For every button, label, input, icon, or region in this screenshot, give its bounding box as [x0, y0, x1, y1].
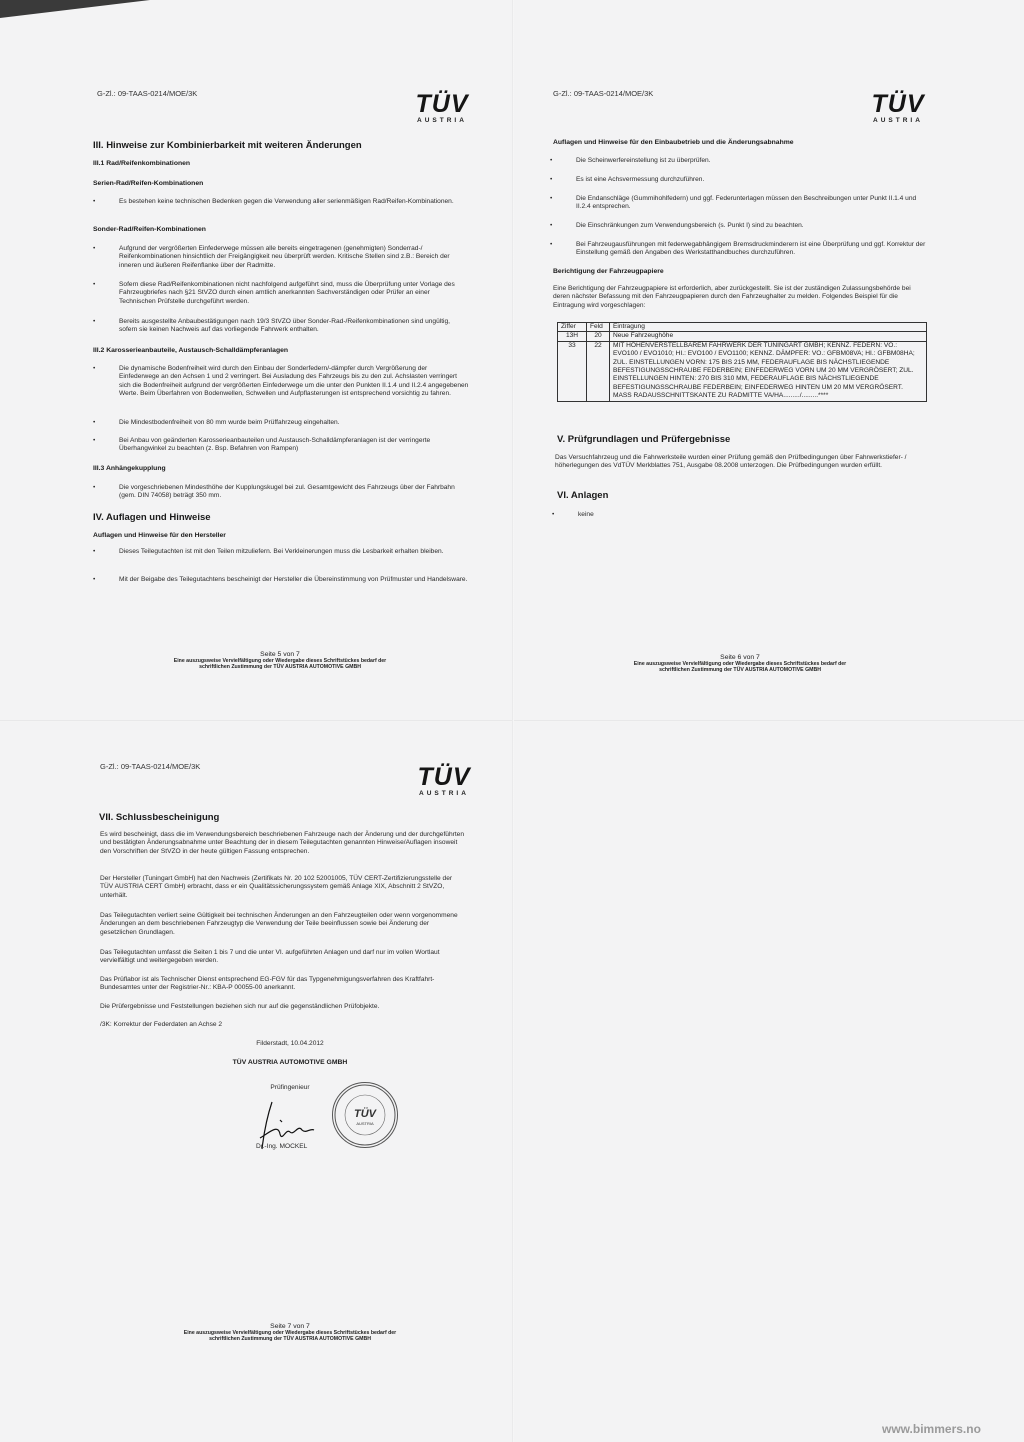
- page-footer: [140, 651, 420, 670]
- fold-line-vertical: [512, 0, 514, 1442]
- list-item: • Die dynamische Bodenfreiheit wird durch den Einbau der Sonderfedern/-dämpfer durch Vergrößerung der Einfederwege an den Achsen 1 und 2 verringert. Bei Ausladung des Fahrzeugs bis zu den zul. Achslasten verringert sich die Bodenfreiheit aufgrund der vergrößerten Einfederwege um die unter den Punkten II.1.4 und II.2.4 angegebenen Werte. Beim Überfahren von Bodenwellen, Schwellen und Aufpflasterungen ist entsprechend vorsichtig zu fahren.: [119, 365, 469, 399]
- tuv-logo: [412, 92, 472, 124]
- table-cell: 33: [558, 341, 587, 401]
- tuv-logo: [414, 765, 474, 797]
- footnote: schriftlichen Zustimmung der TÜV AUSTRIA AUTOMOTIVE GMBH: [209, 1336, 371, 1342]
- table-cell: Neue Fahrzeughöhe: [610, 332, 927, 341]
- table-header: Ziffer: [558, 323, 587, 332]
- page-footer: [600, 654, 880, 673]
- list-item: • keine: [578, 511, 778, 519]
- subsection-heading: Auflagen und Hinweise für den Hersteller: [93, 532, 226, 539]
- paragraph: Das Versuchfahrzeug und die Fahrwerksteile wurden einer Prüfung gemäß den Prüfbedingungen über Fahrwerkstiefer- / höherlegungen des VdTÜV Merkblattes 751, Ausgabe 08.2008 unterzogen. Die Prüfbedingungen wurden erfüllt.: [555, 454, 907, 470]
- logo-sub: AUSTRIA: [417, 117, 467, 124]
- footnote: Eine auszugsweise Vervielfältigung oder Wiedergabe dieses Schriftstückes bedarf der: [633, 661, 847, 667]
- page-number: Seite 6 von 7: [720, 654, 760, 661]
- table-row: [558, 332, 927, 341]
- logo-brand: TÜV: [415, 90, 469, 118]
- site-watermark: www.bimmers.no: [882, 1422, 981, 1436]
- table-header-row: [558, 323, 927, 332]
- svg-text:TÜV: TÜV: [354, 1108, 376, 1120]
- list-item: • Die Endanschläge (Gummihohlfedern) und ggf. Federunterlagen müssen den Beschreibungen unter Punkt II.1.4 und II.2.4 entsprechen.: [576, 195, 926, 212]
- table-cell: MIT HÖHENVERSTELLBAREM FAHRWERK DER TUNINGART GMBH; KENNZ. FEDERN: VO.: EVO100 / EVO1010; HI.: EVO100 / EVO1100; KENNZ. DÄMPFER: VO.: GFBM08VA; HI.: GFBM08HA; ZUL. EINSTELLUNGEN VORN: 175 BIS 215 MM, FEDERAUFLAGE BIS NÄCHSTLIEGENDE BEFESTIGUNGSSCHRAUBE FEDERBEIN; EINFEDERWEG VORN UM 20 MM VERGRÖSERT; ZUL. EINSTELLUNGEN HINTEN: 270 BIS 310 MM, FEDERAUFLAGE BIS NÄCHSTLIEGENDE BEFESTIGUNGSSCHRAUBE FEDERBEIN; EINFEDERWEG HINTEN UM 20 MM VERGRÖSERT. MASS RADAUSSCHNITTSKANTE ZU RADMITTE VA/HA........./.........****: [610, 341, 927, 401]
- registration-table: [557, 322, 927, 402]
- list-item: • Bereits ausgestellte Anbaubestätigungen nach 19/3 StVZO über Sonder-Rad-/Reifenkombinationen sind ungültig, sofern sie keinen Nachweis auf das vorliegende Fahrwerk enthalten.: [119, 318, 464, 335]
- list-item: • Bei Anbau von geänderten Karosserieanbauteilen und Austausch-Schalldämpferanlagen ist der verringerte Überhangwinkel zu beachten (z. Bsp. Befahren von Rampen): [119, 437, 464, 454]
- table-cell: 22: [587, 341, 610, 401]
- list-item: • Aufgrund der vergrößerten Einfederwege müssen alle bereits eingetragenen (genehmigten) Sonderrad-/ Reifenkombinationen hinsichtlich der Freigängigkeit neu überprüft werden. Kritische Stellen sind z.B.: Bereich der inneren und äußeren Reifenflanke über der Radmitte.: [119, 245, 464, 270]
- section-heading: V. Prüfgrundlagen und Prüfergebnisse: [557, 434, 731, 445]
- footnote: schriftlichen Zustimmung der TÜV AUSTRIA AUTOMOTIVE GMBH: [659, 667, 821, 673]
- page-number: Seite 7 von 7: [270, 1323, 310, 1330]
- reference-number: G-Zl.: 09-TAAS-0214/MOE/3K: [97, 89, 198, 98]
- list-item: • Die Einschränkungen zum Verwendungsbereich (s. Punkt I) sind zu beachten.: [576, 222, 921, 230]
- list-item: • Dieses Teilegutachten ist mit den Teilen mitzuliefern. Bei Verkleinerungen muss die Lesbarkeit erhalten bleiben.: [119, 548, 464, 556]
- list-item: • Die vorgeschriebenen Mindesthöhe der Kupplungskugel bei zul. Gesamtgewicht des Fahrzeugs über der Fahrbahn (gem. DIN 74058) beträgt 350 mm.: [119, 484, 464, 501]
- section-heading: III. Hinweise zur Kombinierbarkeit mit weiteren Änderungen: [93, 140, 362, 151]
- list-item: • Es ist eine Achsvermessung durchzuführen.: [576, 176, 921, 184]
- reference-number: G-Zl.: 09-TAAS-0214/MOE/3K: [100, 762, 201, 771]
- table-cell: 20: [587, 332, 610, 341]
- signer-name: Dr.-Ing. MOCKEL: [256, 1143, 308, 1150]
- svg-text:AUSTRIA: AUSTRIA: [356, 1121, 374, 1126]
- subsection-heading: Auflagen und Hinweise für den Einbaubetrieb und die Änderungsabnahme: [553, 139, 794, 146]
- subsection-heading: Serien-Rad/Reifen-Kombinationen: [93, 180, 204, 187]
- subsection-heading: Sonder-Rad/Reifen-Kombinationen: [93, 226, 206, 233]
- list-item: • Bei Fahrzeugausführungen mit federwegabhängigem Bremsdruckminderern ist eine Überprüfung und ggf. Korrektur der Einstellung gemäß den Angaben des Werkstatthandbuches durchzuführen.: [576, 241, 926, 258]
- logo-sub: AUSTRIA: [419, 790, 469, 797]
- list-item: • Mit der Beigabe des Teilegutachtens bescheinigt der Hersteller die Übereinstimmung von Prüfmuster und Handelsware.: [119, 576, 469, 584]
- subsection-heading: Berichtigung der Fahrzeugpapiere: [553, 268, 664, 275]
- signer-role: Prüfingenieur: [270, 1084, 310, 1091]
- subsection-heading: III.1 Rad/Reifenkombinationen: [93, 160, 191, 167]
- list-item: • Die Mindestbodenfreiheit von 80 mm wurde beim Prüffahrzeug eingehalten.: [119, 419, 464, 427]
- paragraph: Eine Berichtigung der Fahrzeugpapiere ist erforderlich, aber zurückgestellt. Sie ist der zuständigen Zulassungsbehörde bei deren nächster Befassung mit den Fahrzeugpapieren durch den Fahrzeughalter zu melden. Folgendes Beispiel für die Eintragung wird vorgeschlagen:: [553, 285, 911, 309]
- footnote: Eine auszugsweise Vervielfältigung oder Wiedergabe dieses Schriftstückes bedarf der: [173, 658, 387, 664]
- list-item: • Es bestehen keine technischen Bedenken gegen die Verwendung aller serienmäßigen Rad/Reifen-Kombinationen.: [119, 198, 464, 206]
- company-name: TÜV AUSTRIA AUTOMOTIVE GMBH: [232, 1059, 348, 1066]
- page-footer: [150, 1323, 430, 1342]
- table-row: [558, 341, 927, 401]
- section-heading: VI. Anlagen: [557, 490, 609, 501]
- paragraph: Das Teilegutachten umfasst die Seiten 1 bis 7 und die unter VI. aufgeführten Anlagen und darf nur im vollen Wortlaut vervielfältigt und weitergegeben werden.: [100, 949, 440, 965]
- tuv-logo: [868, 92, 928, 124]
- footnote: Eine auszugsweise Vervielfältigung oder Wiedergabe dieses Schriftstückes bedarf der: [183, 1330, 397, 1336]
- paragraph: Das Prüflabor ist als Technischer Dienst entsprechend EG-FGV für das Typgenehmigungsverfahren des Kraftfahrt-Bundesamtes unter der Registrier-Nr.: KBA-P 00055-00 anerkannt.: [100, 976, 435, 992]
- table-header: Eintragung: [610, 323, 927, 332]
- section-heading: IV. Auflagen und Hinweise: [93, 512, 211, 523]
- paragraph: Die Prüfergebnisse und Feststellungen beziehen sich nur auf die gegenständlichen Prüfobjekte.: [100, 1003, 380, 1010]
- list-item: • Sofern diese Rad/Reifenkombinationen nicht nachfolgend aufgeführt sind, muss die Überprüfung unter Vorlage des Fahrzeugbriefes nach §21 StVZO durch einen amtlich anerkannten Sachverständigen oder Prüfer an einer Technischen Prüfstelle durchgeführt werden.: [119, 281, 464, 306]
- paragraph: Das Teilegutachten verliert seine Gültigkeit bei technischen Änderungen an den Fahrzeugteilen oder wenn vorgenommene Änderungen an dem beschriebenen Fahrzeugtyp die Verwendung der Teile beeinflussen sowie bei Änderung der gesetzlichen Grundlagen.: [100, 912, 458, 936]
- place-date: Filderstadt, 10.04.2012: [256, 1040, 324, 1047]
- paragraph: /3K: Korrektur der Federdaten an Achse 2: [100, 1021, 223, 1028]
- section-heading: VII. Schlussbescheinigung: [99, 812, 220, 823]
- table-cell: 13H: [558, 332, 587, 341]
- logo-brand: TÜV: [417, 763, 471, 791]
- footnote: schriftlichen Zustimmung der TÜV AUSTRIA AUTOMOTIVE GMBH: [199, 664, 361, 670]
- list-item: • Die Scheinwerfereinstellung ist zu überprüfen.: [576, 157, 921, 165]
- subsection-heading: III.3 Anhängekupplung: [93, 465, 166, 472]
- paragraph: Der Hersteller (Tuningart GmbH) hat den Nachweis (Zertifikats Nr. 20 102 52001005, TÜV CERT-Zertifizierungsstelle der TÜV AUSTRIA CERT GmbH) erbracht, dass er ein Qualitätssicherungssystem gemäß Anlage XIX, Abschnitt 2 StVZO, unterhält.: [100, 875, 453, 899]
- official-stamp-image: [332, 1082, 398, 1148]
- page-number: Seite 5 von 7: [260, 651, 300, 658]
- logo-sub: AUSTRIA: [873, 117, 923, 124]
- logo-brand: TÜV: [871, 90, 925, 118]
- scan-corner-shadow: [0, 0, 150, 18]
- paragraph: Es wird bescheinigt, dass die im Verwendungsbereich beschriebenen Fahrzeuge nach der Änderung und der durchgeführten und bestätigten Änderungsabnahme unter Beachtung der in diesem Teilegutachten genannten Hinweise/Auflagen insoweit den Vorschriften der StVZO in der heute gültigen Fassung entsprechen.: [100, 831, 464, 855]
- table-header: Feld: [587, 323, 610, 332]
- subsection-heading: III.2 Karosserieanbauteile, Austausch-Schalldämpferanlagen: [93, 347, 289, 354]
- reference-number: G-Zl.: 09-TAAS-0214/MOE/3K: [553, 89, 654, 98]
